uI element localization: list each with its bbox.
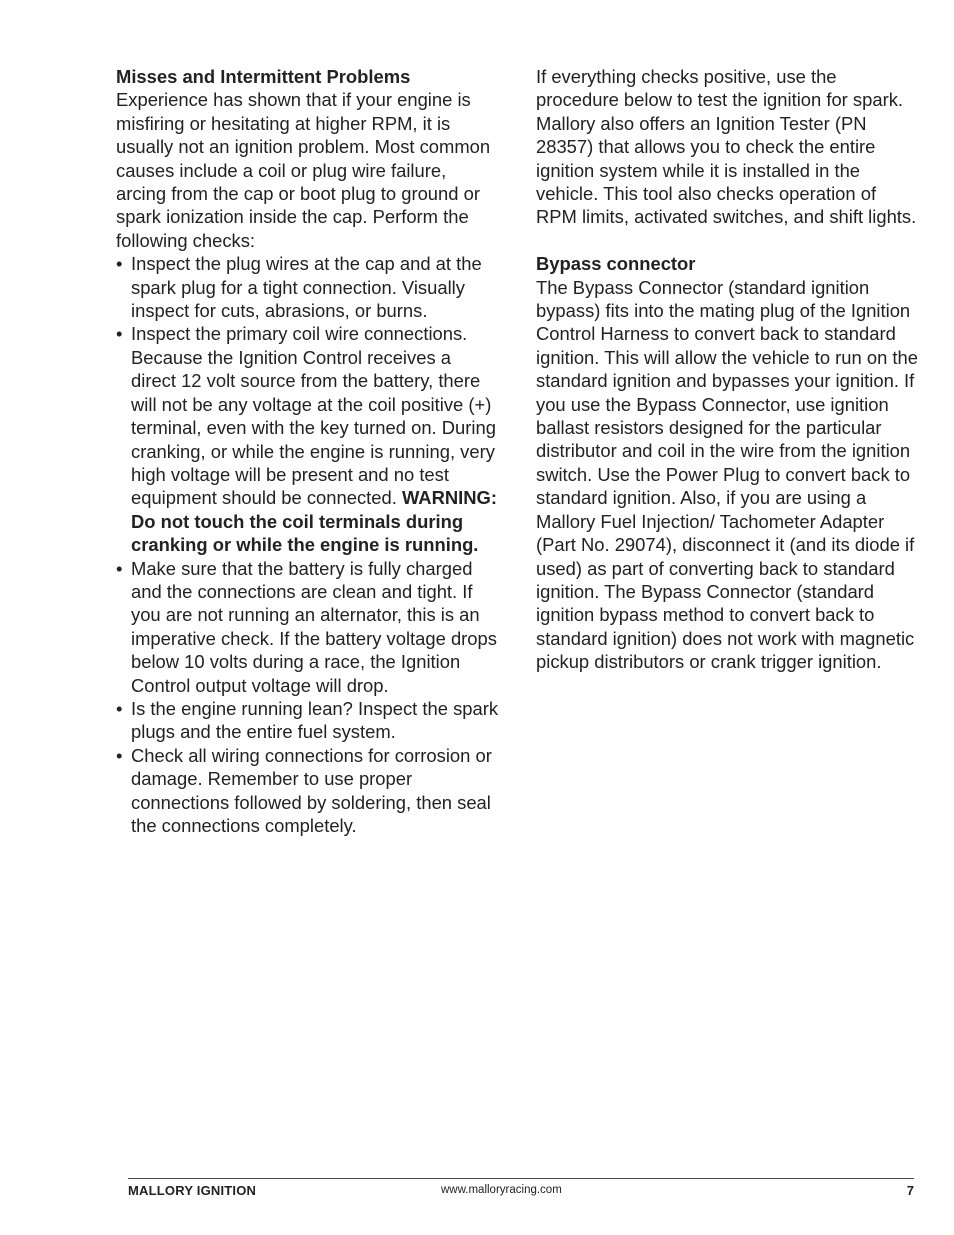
footer-divider bbox=[128, 1178, 914, 1179]
page-number: 7 bbox=[906, 1183, 914, 1198]
warning-text: WARNING: Do not touch the coil terminals during cranking or while the engine is running. bbox=[131, 487, 497, 556]
paragraph-spacer bbox=[536, 229, 922, 252]
left-column bbox=[116, 65, 501, 837]
section-heading-bypass: Bypass connector bbox=[536, 253, 696, 275]
list-item: • Make sure that the battery is fully charged and the connections are clean and tight. If you are not running an alternator, this is an imperative check. If the battery voltage drops below 10 volts during a race, the Ignition Control output voltage will drop. bbox=[116, 557, 501, 697]
bypass-paragraph: The Bypass Connector (standard ignition bypass) fits into the mating plug of the Ignition Control Harness to convert back to standard ignition. This will allow the vehicle to run on the standard ignition and bypasses your ignition. If you use the Bypass Connector, use ignition ballast resistors designed for the particular distributor and coil in the wire from the ignition switch. Use the Power Plug to convert back to standard ignition. Also, if you are using a Mallory Fuel Injection/ Tachometer Adapter (Part No. 29074), disconnect it (and its diode if used) as part of converting back to standard ignition. The Bypass Connector (standard ignition bypass method to convert back to standard ignition) does not work with magnetic pickup distributors or crank trigger ignition. bbox=[536, 276, 918, 673]
section-heading-misses: Misses and Intermittent Problems bbox=[116, 66, 411, 87]
intro-paragraph: Experience has shown that if your engine is misfiring or hesitating at higher RPM, it is usually not an ignition problem. Most common causes include a coil or plug wire failure, arcing from the cap or boot plug to ground or spark ionization inside the cap. Perform the following checks: bbox=[116, 89, 491, 251]
list-item: • Is the engine running lean? Inspect the spark plugs and the entire fuel system. bbox=[116, 697, 501, 744]
checks-list bbox=[116, 252, 501, 837]
footer-brand: MALLORY IGNITION bbox=[128, 1183, 257, 1198]
footer-url: www.malloryracing.com bbox=[441, 1184, 562, 1196]
list-item: • Inspect the primary coil wire connections. Because the Ignition Control receives a direct 12 volt source from the battery, there will not be any voltage at the coil positive (+) terminal, even with the key turned on. During cranking, or while the engine is running, very high voltage will be present and no test equipment should be connected. WARNING: Do not touch the coil terminals during cranking or while the engine is running. bbox=[116, 322, 501, 556]
right-column bbox=[536, 65, 922, 674]
list-item: • Inspect the plug wires at the cap and at the spark plug for a tight connection. Visually inspect for cuts, abrasions, or burns. bbox=[116, 252, 501, 322]
list-item: • Check all wiring connections for corrosion or damage. Remember to use proper connections followed by soldering, then seal the connections completely. bbox=[116, 744, 501, 838]
ignition-tester-paragraph: If everything checks positive, use the procedure below to test the ignition for spark. Mallory also offers an Ignition Tester (PN 28357) that allows you to check the entire ignition system while it is installed in the vehicle. This tool also checks operation of RPM limits, activated switches, and shift lights. bbox=[536, 66, 917, 228]
